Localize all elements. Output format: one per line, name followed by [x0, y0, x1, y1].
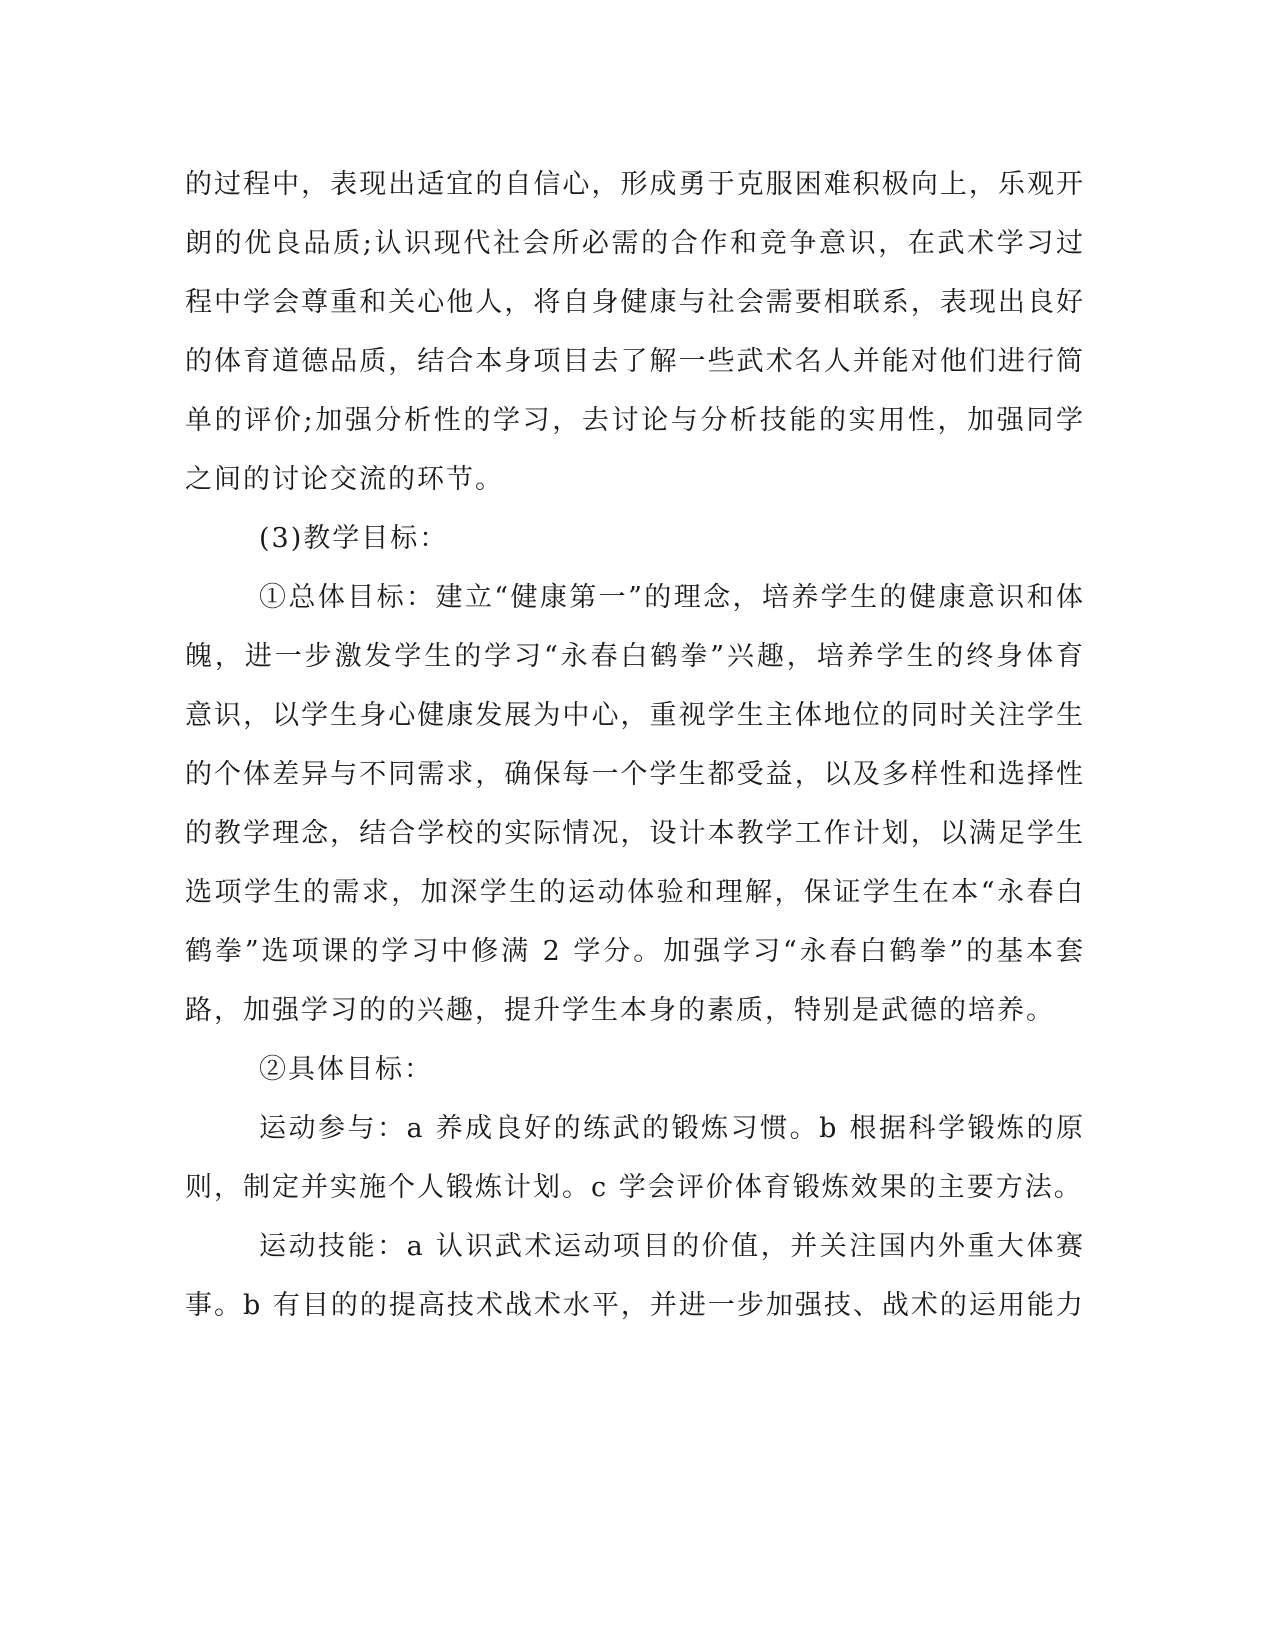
document-body — [185, 155, 1085, 1335]
heading-teaching-goals: (3)教学目标： — [259, 523, 449, 554]
paragraph-continuation: 的过程中，表现出适宜的自信心，形成勇于克服困难积极向上，乐观开朗的优良品质;认识现代社会所必需的合作和竞争意识，在武术学习过程中学会尊重和关心他人，将自身健康与社会需要相联系，表现出良好的体育道德品质，结合本身项目去了解一些武术名人并能对他们进行简单的评价;加强分析性的学习，去讨论与分析技能的实用性，加强同学之间的讨论交流的环节。 — [185, 169, 1085, 495]
paragraph-sport-skills: 运动技能：a 认识武术运动项目的价值，并关注国内外重大体赛事。b 有目的的提高技术战术水平，并进一步加强技、战术的运用能力 — [185, 1231, 1085, 1321]
heading-specific-goals: ②具体目标： — [259, 1054, 433, 1085]
paragraph-sport-participation: 运动参与：a 养成良好的练武的锻炼习惯。b 根据科学锻炼的原则，制定并实施个人锻炼计划。c 学会评价体育锻炼效果的主要方法。 — [185, 1113, 1085, 1203]
paragraph-overall-goal: ①总体目标：建立“健康第一”的理念，培养学生的健康意识和体魄，进一步激发学生的学习“永春白鹤拳”兴趣，培养学生的终身体育意识，以学生身心健康发展为中心，重视学生主体地位的同时关注学生的个体差异与不同需求，确保每一个学生都受益，以及多样性和选择性的教学理念，结合学校的实际情况，设计本教学工作计划，以满足学生选项学生的需求，加深学生的运动体验和理解，保证学生在本“永春白鹤拳”选项课的学习中修满 2 学分。加强学习“永春白鹤拳”的基本套路，加强学习的的兴趣，提升学生本身的素质，特别是武德的培养。 — [185, 582, 1085, 1026]
